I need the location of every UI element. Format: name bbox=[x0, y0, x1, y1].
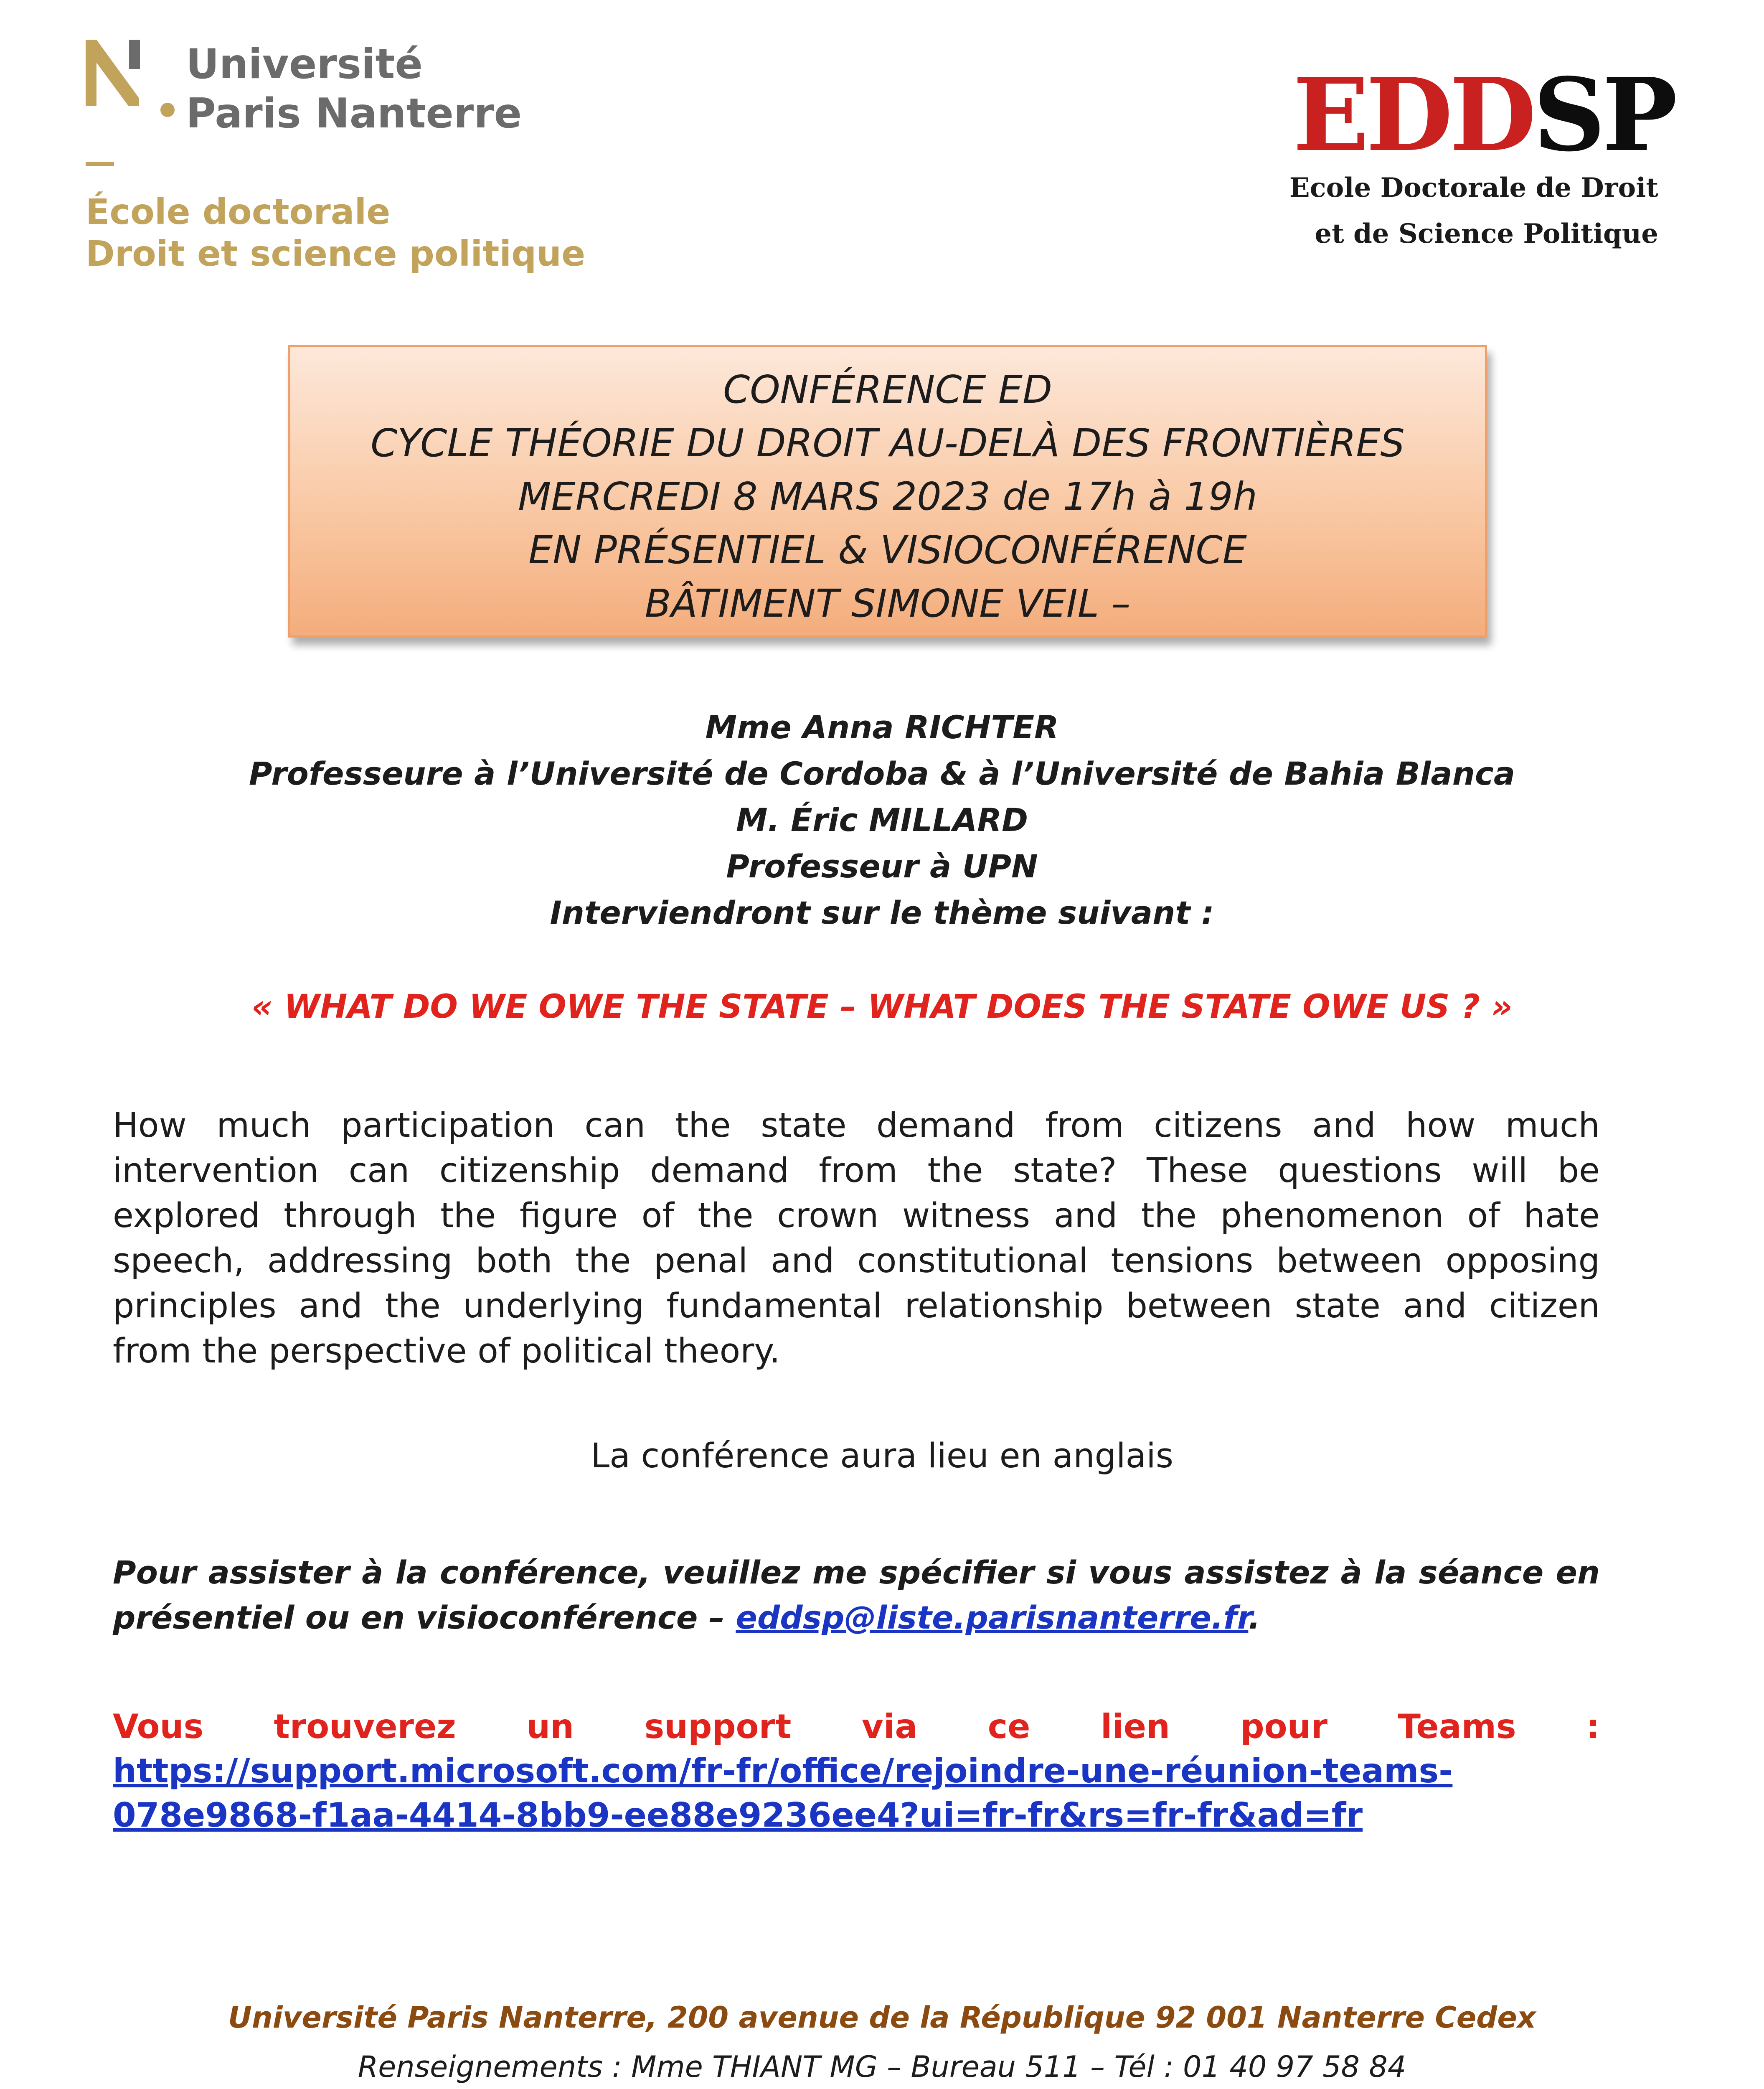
university-name-line1: Université bbox=[186, 41, 423, 88]
doctoral-school-line1: École doctorale bbox=[86, 191, 391, 232]
footer-contact-info: Renseignements : Mme THIANT MG – Bureau 511 – Tél : 01 40 97 58 84 bbox=[358, 2050, 1406, 2084]
gold-dot-icon bbox=[160, 102, 175, 117]
registration-line1: Pour assister à la conférence, veuillez me spécifier si vous assistez à la séance en bbox=[113, 1554, 1600, 1591]
university-name bbox=[186, 40, 522, 138]
speaker-2-title: Professeur à UPN bbox=[726, 848, 1038, 885]
teams-support-link[interactable] bbox=[113, 1749, 1600, 1837]
language-note: La conférence aura lieu en anglais bbox=[591, 1436, 1173, 1476]
eddsp-logo bbox=[1270, 56, 1674, 259]
registration-line2 bbox=[113, 1595, 1600, 1640]
registration-line2-suffix: . bbox=[1248, 1599, 1261, 1636]
university-logo bbox=[86, 40, 586, 274]
banner-cycle: CYCLE THÉORIE DU DROIT AU-DELÀ DES FRONTIÈRES bbox=[371, 421, 1405, 465]
registration-email-link[interactable]: eddsp@liste.parisnanterre.fr bbox=[736, 1599, 1249, 1636]
eddsp-subtitle bbox=[1270, 165, 1658, 257]
speaker-2-name: M. Éric MILLARD bbox=[736, 801, 1028, 839]
conference-banner bbox=[288, 345, 1487, 638]
speaker-1-name: Mme Anna RICHTER bbox=[705, 709, 1059, 746]
speakers-block bbox=[0, 704, 1764, 936]
abstract-line: from the perspective of political theory. bbox=[113, 1332, 780, 1371]
abstract-line: How much participation can the state demand from citizens and how much bbox=[113, 1106, 1600, 1145]
eddsp-wordmark bbox=[1293, 56, 1674, 174]
banner-date: MERCREDI 8 MARS 2023 de 17h à 19h bbox=[518, 474, 1257, 519]
university-name-line2: Paris Nanterre bbox=[186, 90, 522, 137]
teams-intro: Vous trouverez un support via ce lien pour Teams : bbox=[113, 1707, 1600, 1746]
footer-address: Université Paris Nanterre, 200 avenue de la République 92 001 Nanterre Cedex bbox=[228, 2000, 1536, 2035]
speaker-1-title: Professeure à l’Université de Cordoba & à l’Université de Bahia Blanca bbox=[249, 755, 1515, 792]
doctoral-school-name bbox=[86, 191, 585, 274]
doctoral-school-line2: Droit et science politique bbox=[86, 233, 586, 274]
registration-paragraph bbox=[113, 1550, 1600, 1640]
abstract-line: explored through the figure of the crown witness and the phenomenon of hate bbox=[113, 1196, 1600, 1235]
eddsp-subtitle-line2: et de Science Politique bbox=[1315, 218, 1658, 249]
teams-url-line2: 078e9868-f1aa-4414-8bb9-ee88e9236ee4?ui=fr-fr&rs=fr-fr&ad=fr bbox=[113, 1796, 1363, 1835]
theme-intro: Interviendront sur le thème suivant : bbox=[550, 894, 1214, 931]
nanterre-n-icon bbox=[86, 40, 140, 107]
abstract-line: speech, addressing both the penal and constitutional tensions between opposing bbox=[113, 1241, 1600, 1281]
registration-line2-prefix: présentiel ou en visioconférence – bbox=[113, 1599, 736, 1636]
abstract-line: intervention can citizenship demand from the state? These questions will be bbox=[113, 1151, 1600, 1190]
footer bbox=[0, 1993, 1764, 2089]
eddsp-subtitle-line1: Ecole Doctorale de Droit bbox=[1289, 172, 1658, 203]
abstract-paragraph bbox=[113, 1103, 1600, 1374]
eddsp-letters-black: SP bbox=[1533, 56, 1674, 174]
conference-theme: « WHAT DO WE OWE THE STATE – WHAT DOES THE STATE OWE US ? » bbox=[251, 988, 1513, 1026]
logo-divider bbox=[86, 162, 114, 166]
teams-support-paragraph bbox=[113, 1705, 1600, 1837]
banner-format: EN PRÉSENTIEL & VISIOCONFÉRENCE bbox=[528, 528, 1247, 572]
banner-title: CONFÉRENCE ED bbox=[723, 367, 1052, 412]
abstract-line: principles and the underlying fundamental relationship between state and citizen bbox=[113, 1286, 1600, 1326]
teams-url-line1: https://support.microsoft.com/fr-fr/office/rejoindre-une-réunion-teams- bbox=[113, 1751, 1453, 1790]
banner-venue: BÂTIMENT SIMONE VEIL – bbox=[645, 581, 1131, 626]
eddsp-letters-red: EDD bbox=[1293, 56, 1533, 174]
